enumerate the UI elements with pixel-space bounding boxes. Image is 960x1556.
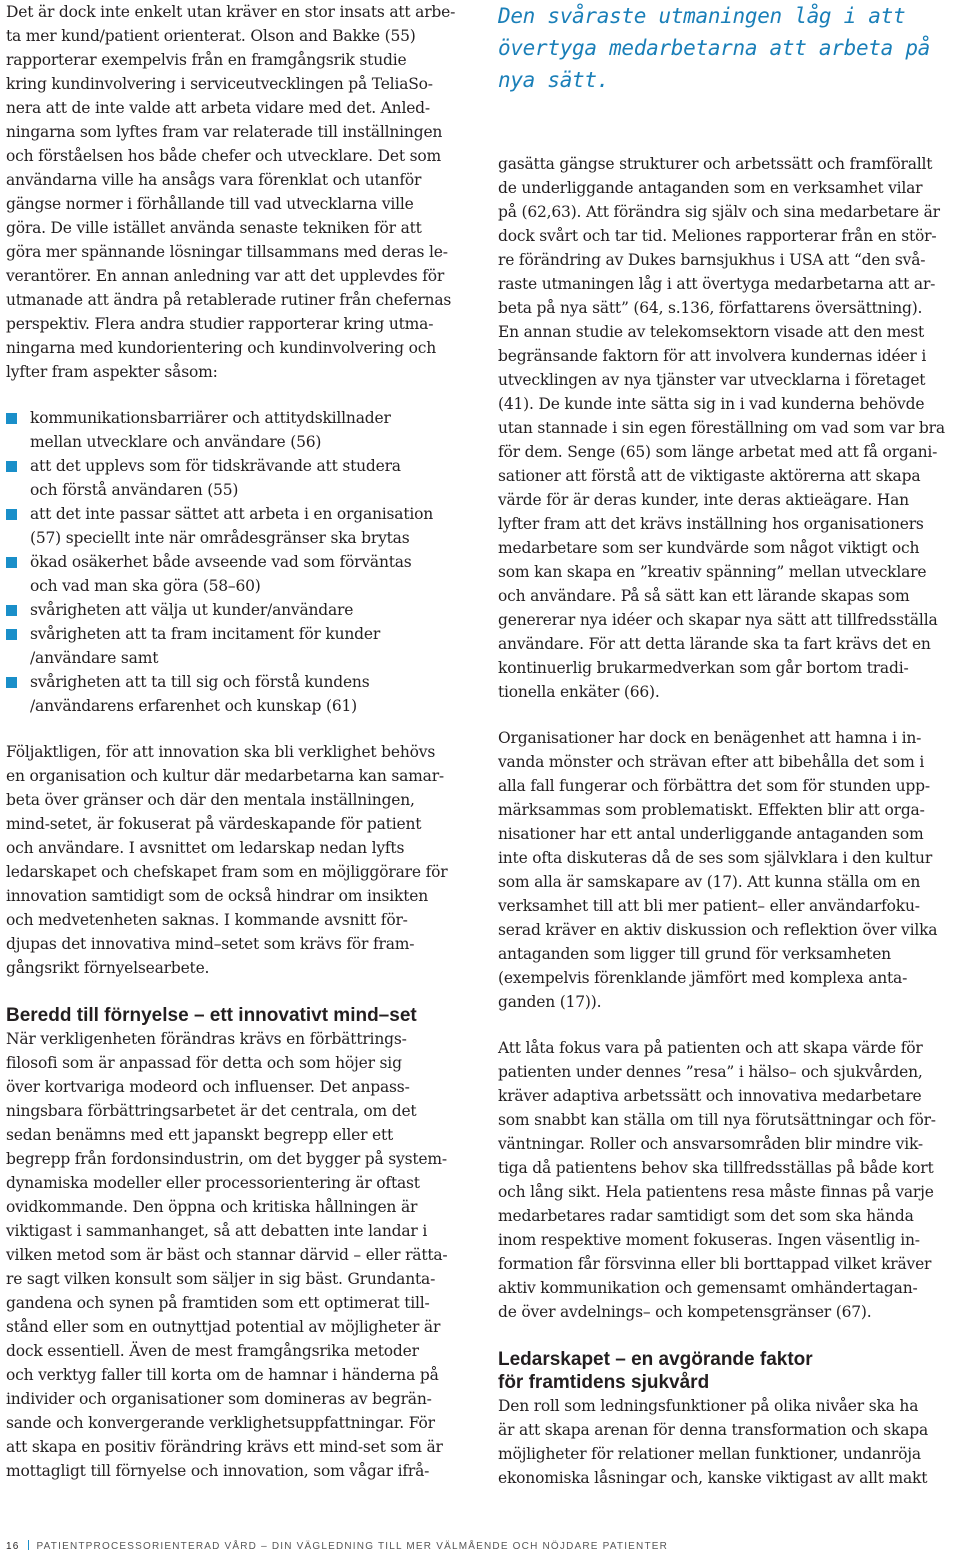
list-item (6, 550, 466, 598)
body-paragraph: Det är dock inte enkelt utan kräver en stor insats att arbe- ta mer kund/patient orienterat. Olson and Bakke (55) rapporterar exempelvis från en framgångsrik studie kring kundinvolvering i serviceutvecklingen på TeliaSo- nera att de inte valde att arbeta vidare med det. Anled- ningarna som lyftes fram var relaterade till inställningen och förståelsen hos både chefer och utvecklare. Det som användarna ville ha ansågs vara förenklat och utanför gängse normer i förhållande till vad utvecklarna ville göra. De ville istället använda senaste tekniken för att göra mer spännande lösningar tillsammans med deras le- verantörer. En annan anledning var att det upplevdes för utmanade att ändra på retablerade rutiner från chefernas perspektiv. Flera andra studier rapporterar kring utma- ningarna med kundorientering och kundinvolvering och lyfter fram aspekter såsom: (6, 3, 456, 381)
spacer (498, 1014, 958, 1036)
right-column (498, 0, 958, 1490)
list-item-text: ökad osäkerhet både avseende vad som förväntas och vad man ska göra (58–60) (30, 553, 412, 595)
list-item-text: svårigheten att välja ut kunder/användare (30, 601, 354, 619)
square-bullet-icon (6, 509, 17, 520)
left-column (6, 0, 466, 1483)
spacer (6, 718, 466, 740)
list-item-text: svårigheten att ta fram incitament för kunder /användare samt (30, 625, 381, 667)
square-bullet-icon (6, 677, 17, 688)
square-bullet-icon (6, 605, 17, 616)
spacer (498, 96, 958, 152)
body-paragraph: Den roll som ledningsfunktioner på olika nivåer ska ha är att skapa arenan för denna transformation och skapa möjligheter för relationer mellan funktioner, undanröja ekonomiska låsningar och, kanske viktigast av allt makt (498, 1397, 929, 1487)
footer-divider (28, 1540, 29, 1550)
running-title: PATIENTPROCESSORIENTERAD VÅRD – DIN VÄGLEDNING TILL MER VÄLMÅENDE OCH NÖJDARE PATIENTER (36, 1541, 669, 1552)
page-footer (6, 1540, 668, 1552)
list-item-text: att det inte passar sättet att arbeta i en organisation (57) speciellt inte när områdesgränser ska brytas (30, 505, 434, 547)
body-paragraph: gasätta gängse strukturer och arbetssätt och framförallt de underliggande antaganden som en verksamhet vilar på (62,63). Att förändra sig själv och sina medarbetare är dock svårt och tar tid. Meliones rapporterar från en stör- re förändring av Dukes barnsjukhus i USA att “den svå- raste utmaningen låg i att övertyga medarbetarna att ar- beta på nya sätt” (64, s.136, författarens översättning). En annan studie av telekomsektorn visade att den mest begränsande faktorn för att involvera kundernas idéer i utvecklingen av nya tjänster var utvecklarna i företaget (41). De kunde inte sätta sig in i vad kunderna behövde utan stannade i sin egen föreställning om vad som var bra för dem. Senge (65) som länge arbetat med att få organi- sationer att förstå att de viktigaste aktörerna att skapa värde för är deras kunder, inte deras aktieägare. Han lyfter fram att det krävs inställning hos organisationers medarbetare som ser kundvärde som något viktigt och som kan skapa en ”kreativ spänning” mellan utvecklare och användare. På så sätt kan ett lärande skapas som genererar nya idéer och skapar nya sätt att tillfredsställa användare. För att detta lärande ska ta fart krävs det en kontinuerlig brukarmedverkan som går bortom tradi- tionella enkäter (66). (498, 155, 945, 701)
spacer (498, 704, 958, 726)
list-item (6, 598, 466, 622)
section-heading: Beredd till förnyelse – ett innovativt mind–set (6, 1005, 417, 1026)
list-item (6, 622, 466, 670)
list-item (6, 406, 466, 454)
list-item (6, 502, 466, 550)
pull-quote: Den svåraste utmaningen låg i att övertyga medarbetarna att arbeta på nya sätt. (498, 4, 931, 92)
page-number: 16 (6, 1541, 20, 1552)
body-paragraph: Följaktligen, för att innovation ska bli verklighet behövs en organisation och kultur där medarbetarna kan samar- beta över gränser och där den mentala inställningen, mind-setet, är fokuserat på värdeskapande för patient och användare. I avsnittet om ledarskap nedan lyfts ledarskapet och chefskapet fram som en möjliggörare för innovation samtidigt som de också hindrar om insikten och medvetenheten saknas. I kommande avsnitt för- djupas det innovativa mind–setet som krävs för fram- gångsrikt förnyelsearbete. (6, 743, 448, 977)
square-bullet-icon (6, 557, 17, 568)
list-item (6, 454, 466, 502)
square-bullet-icon (6, 629, 17, 640)
list-item-text: att det upplevs som för tidskrävande att studera och förstå användaren (55) (30, 457, 401, 499)
body-paragraph: Organisationer har dock en benägenhet att hamna i in- vanda mönster och strävan efter att bibehålla det som i alla fall fungerar och förbättra det som för stunden upp- märksammas som problematiskt. Effekten blir att orga- nisationer har ett antal underliggande antaganden som inte ofta diskuteras då de ses som självklara i den kultur som alla är samskapare av (17). Att kunna ställa om en verksamhet till att bli mer patient– eller användarfoku- serad kräver en aktiv diskussion och reflektion över vilka antaganden som ligger till grund för verksamheten (exempelvis förenklande jämfört med komplexa anta- ganden (17)). (498, 729, 938, 1011)
bullet-list (6, 406, 466, 718)
list-item-text: kommunikationsbarriärer och attitydskillnader mellan utvecklare och användare (56) (30, 409, 391, 451)
list-item-text: svårigheten att ta till sig och förstå kundens /användarens erfarenhet och kunskap (61) (30, 673, 370, 715)
square-bullet-icon (6, 461, 17, 472)
list-item (6, 670, 466, 718)
body-paragraph: När verkligenheten förändras krävs en förbättrings- filosofi som är anpassad för detta och som höjer sig över kortvariga modeord och influenser. Det anpass- ningsbara förbättringsarbetet är det centrala, om det sedan benämns med ett japanskt begrepp eller ett begrepp från fordonsindustrin, om det bygger på system- dynamiska modeller eller processorientering är oftast ovidkommande. Den öppna och kritiska hållningen är viktigast i sammanhanget, så att debatten inte landar i vilken metod som är bäst och stannar därvid – eller rätta- re sagt vilken konsult som säljer in sig bäst. Grundanta- gandena och synen på framtiden som ett optimerat till- stånd eller som en outnyttjad potential av möjligheter är dock essentiell. Även de mest framgångsrika metoder och verktyg faller till korta om de hamnar i händerna på individer och organisationer som domineras av begrän- sande och konvergerande verklighetsuppfattningar. För att skapa en positiv förändring krävs ett mind-set som är mottagligt till förnyelse och innovation, som vågar ifrå- (6, 1030, 448, 1480)
section-heading: Ledarskapet – en avgörande faktor för framtidens sjukvård (498, 1349, 813, 1393)
square-bullet-icon (6, 413, 17, 424)
body-paragraph: Att låta fokus vara på patienten och att skapa värde för patienten under dennes ”resa” i hälso– och sjukvården, kräver adaptiva arbetssätt och innovativa medarbetare som snabbt kan ställa om till nya förutsättningar och för- väntningar. Roller och ansvarsområden blir mindre vik- tiga då patientens behov ska tillfredsställas på både kort och lång sikt. Hela patientens resa måste finnas på varje medarbetares radar samtidigt som det som ska hända inom respektive moment fokuseras. Ingen väsentlig in- formation får försvinna eller bli borttappad vilket kräver aktiv kommunikation och gemensamt omhändertagan- de över avdelnings– och kompetensgränser (67). (498, 1039, 936, 1321)
